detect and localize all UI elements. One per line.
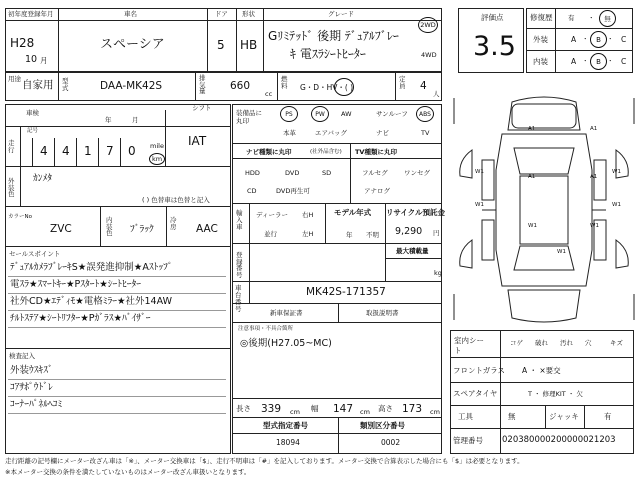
- fuel-selected-circle: [334, 78, 354, 96]
- diagram-mark: A1: [528, 174, 536, 180]
- kg-unit: kg: [434, 269, 442, 277]
- width-label: 幅: [311, 404, 319, 413]
- class-no-label: 類別区分番号: [360, 421, 405, 430]
- mileage-divider: [76, 138, 77, 166]
- mileage-digit: 4: [62, 144, 70, 158]
- mid-column: [232, 104, 442, 454]
- ext-label: 外装: [533, 35, 548, 44]
- spare-options: T ・ 修理KIT ・ 欠: [528, 390, 583, 398]
- height-label: 高さ: [378, 404, 393, 413]
- mileage-divider: [120, 138, 121, 166]
- length-label: 長さ: [236, 404, 251, 413]
- inspect-month-unit: 月: [132, 116, 139, 124]
- doors-value: 5: [217, 38, 225, 52]
- right-h-label: 右H: [302, 211, 314, 219]
- mileage-note: 記号: [27, 128, 39, 134]
- shape-label: 形状: [242, 10, 255, 18]
- footer-line-1: 走行距離の記号欄にメーター改ざん車は「※」、メーター交換車は「$」、走行不明車は「#」を記入しております。メーター交換で合算表示した場合にも「$」は必要となります。: [5, 457, 524, 465]
- mileage-divider: [98, 138, 99, 166]
- spare-label: スペアタイヤ: [453, 389, 498, 398]
- mileage-digit: 4: [40, 144, 48, 158]
- inspect-rule: [8, 379, 226, 380]
- height-value: 173: [402, 403, 423, 415]
- equip-item: TV: [421, 129, 430, 137]
- manual-label: 取扱説明書: [366, 309, 399, 317]
- interior-seat-label: 室内シート: [454, 336, 484, 355]
- mgmt-label: 管理番号: [453, 436, 483, 445]
- grade-sep: ・: [607, 57, 614, 65]
- class-no-value: 0002: [381, 438, 401, 447]
- equip-item: AW: [341, 110, 352, 118]
- footer-line-2: ※本メーター交換の条件を満たしていないものはメーター改ざん車扱いとなります。: [5, 468, 251, 476]
- nav-label: ナビ種類に丸印: [246, 148, 292, 156]
- sales-label: セールスポイント: [9, 250, 61, 258]
- model-value: DAA-MK42S: [100, 80, 163, 92]
- cc-unit: cc: [265, 90, 273, 98]
- mileage-digit: 1: [84, 144, 92, 158]
- fuel-label: 燃料: [281, 75, 288, 90]
- reg-month: 10: [25, 54, 38, 65]
- disp-label: 排気量: [199, 74, 206, 95]
- sales-point: ﾃﾞｭｱﾙｶﾒﾗﾌﾞﾚｰｷS★誤発進抑制★Aｽﾄｯﾌﾟ: [10, 262, 173, 273]
- notes-value: ◎後期(H27.05~MC): [240, 338, 332, 349]
- recycle-value: 9,290: [395, 226, 423, 237]
- cap-unit: 人: [433, 90, 440, 98]
- equip-item-circled: PS: [280, 106, 298, 122]
- mileage-divider: [54, 138, 55, 166]
- inspect-note: ｺｰﾅｰﾊﾟﾈﾙﾍｺﾐ: [10, 399, 63, 410]
- tv-item: フルセグ: [362, 169, 388, 177]
- color-label: 外装色: [8, 177, 15, 198]
- model-year-unit: 年: [346, 231, 353, 239]
- grade-option: C: [621, 57, 627, 66]
- grade-line-1: Gﾘﾐﾃｯﾄﾞ 後期 ﾃﾞｭｱﾙﾌﾞﾚｰ: [268, 29, 399, 43]
- equip-item-circled: PW: [311, 106, 329, 122]
- import-label: 輸入車: [236, 209, 243, 232]
- grade-label: グレード: [328, 10, 354, 18]
- color-no-label: カラーNo: [8, 214, 32, 220]
- tools-label: 工具: [458, 412, 473, 421]
- sales-point: 電ｽﾗ★ｽﾏｰﾄｷｰ★Pｽﾀｰﾄ★ｼｰﾄﾋｰﾀｰ: [10, 279, 142, 290]
- tv-item: ワンセグ: [404, 169, 430, 177]
- warranty-label: 新車保証書: [270, 309, 303, 317]
- glass-label: フロントガラス: [453, 366, 506, 375]
- diagram-mark: W1: [475, 169, 484, 175]
- jack-value: 有: [604, 412, 612, 421]
- chassis-value: MK42S-171357: [306, 286, 386, 298]
- diagram-mark: W1: [590, 223, 599, 229]
- shift-label: シフト: [192, 104, 212, 112]
- equip-item: 本革: [283, 129, 296, 137]
- spec-row: [5, 72, 442, 101]
- inspect-note: ｺｱｻﾎﾟｳﾄﾞﾚ: [10, 382, 53, 393]
- reg-year-label: 初年度登録年月: [8, 10, 54, 18]
- diagram-mark: W1: [612, 169, 621, 175]
- recycle-label: リサイクル預託金: [386, 208, 445, 217]
- ac-label: 冷房: [170, 216, 177, 231]
- sales-rule: [8, 276, 226, 277]
- sales-rule: [8, 327, 226, 328]
- capacity: 4: [420, 80, 427, 92]
- inspection-label: 車検: [26, 109, 39, 117]
- type-no-value: 18094: [276, 438, 300, 447]
- height-unit: cm: [430, 408, 440, 416]
- seat-item: 穴: [585, 339, 592, 347]
- use-label: 用途: [8, 75, 21, 83]
- length-unit: cm: [290, 408, 300, 416]
- grade-sep: ・: [582, 57, 589, 65]
- mileage-unit-km: km: [149, 153, 165, 165]
- car-diagram: [452, 90, 636, 328]
- diagram-mark: A1: [590, 126, 598, 132]
- car-outline-svg: [452, 90, 636, 328]
- grade-option: A: [571, 35, 577, 44]
- diagram-mark: W1: [475, 202, 484, 208]
- sales-point: ﾁﾙﾄｽﾃｱ★ｼｰﾄﾘﾌﾀｰ★Pｶﾞﾗｽ★ﾊﾞｲｻﾞｰ: [10, 313, 151, 324]
- ac-value: AAC: [196, 223, 218, 235]
- nav-note: (社外品含む): [310, 149, 342, 155]
- repair-no-circled: 無: [599, 10, 616, 27]
- color-note: ( ) 色替車は色替と記入: [142, 196, 210, 204]
- fuel-options: G・D・HV・( ): [300, 83, 354, 92]
- diagram-mark: W1: [557, 249, 566, 255]
- sales-rule: [8, 293, 226, 294]
- nav-item: CD: [247, 187, 257, 195]
- repair-label: 修復歴: [530, 13, 553, 22]
- model-year-label: モデル年式: [334, 208, 372, 217]
- interior-value: ﾌﾞﾗｯｸ: [130, 224, 154, 235]
- equip-item: サンルーフ: [376, 110, 408, 118]
- jack-label: ジャッキ: [549, 412, 579, 421]
- inspect-note: 外装ｳｽｷｽﾞ: [10, 365, 53, 376]
- inspect-label: 検査記入: [9, 352, 35, 360]
- inspect-rule: [8, 413, 226, 414]
- sales-rule: [8, 310, 226, 311]
- width-unit: cm: [360, 408, 370, 416]
- width-value: 147: [333, 403, 354, 415]
- use-value: 自家用: [22, 79, 54, 91]
- grade-line-2: ｷ 電ｽﾗｼｰﾄﾋｰﾀｰ: [290, 47, 366, 61]
- seat-item: キズ: [610, 339, 623, 347]
- max-load-label: 最大積載量: [396, 247, 429, 255]
- equip-item: ナビ: [376, 129, 389, 137]
- grade-circled: B: [590, 31, 607, 48]
- mileage-divider: [32, 138, 33, 166]
- seat-item: 破れ: [535, 339, 548, 347]
- int-label: 内装: [533, 57, 548, 66]
- drive-alt: 4WD: [421, 51, 437, 59]
- diagram-mark: A1: [528, 126, 536, 132]
- seat-item: 汚れ: [560, 339, 573, 347]
- mileage-label: 走行: [8, 139, 15, 154]
- model-label: 型式: [62, 77, 69, 92]
- displacement: 660: [230, 80, 251, 92]
- shift-value: IAT: [188, 134, 207, 148]
- mgmt-number: 020380000200000021203: [502, 435, 616, 445]
- color-no: ZVC: [50, 223, 72, 235]
- equip-label: 装備品に丸印: [236, 109, 262, 125]
- nav-item: HDD: [245, 169, 260, 177]
- shape-value: HB: [240, 38, 258, 52]
- nav-item: DVD再生可: [276, 187, 310, 195]
- recycle-unit: 円: [433, 229, 440, 237]
- dealer-label: ディーラー: [256, 211, 288, 219]
- diagram-mark: A1: [590, 174, 598, 180]
- inspect-year-unit: 年: [105, 116, 112, 124]
- doors-label: ドア: [215, 10, 228, 18]
- grade-sep: ・: [582, 35, 589, 43]
- nav-item: SD: [322, 169, 332, 177]
- grade-option: A: [571, 57, 577, 66]
- nav-item: DVD: [285, 169, 300, 177]
- type-no-label: 型式指定番号: [263, 421, 308, 430]
- mileage-digit: 0: [128, 144, 136, 158]
- inspect-rule: [8, 396, 226, 397]
- chassis-label: 車台 号: [235, 284, 242, 314]
- grade-circled: B: [590, 53, 607, 70]
- score-value: 3.5: [473, 31, 516, 62]
- reg-no-label: 登録番号: [236, 251, 243, 279]
- grade-option: C: [621, 35, 627, 44]
- sales-point: 社外CD★ｴﾃﾞｨﾓ★電格ﾐﾗｰ★社外14AW: [10, 296, 172, 307]
- equip-item-circled: ABS: [416, 106, 434, 122]
- mileage-unit-mile: mile: [150, 142, 164, 150]
- model-year-unknown: 不明: [366, 231, 379, 239]
- car-name-label: 車名: [124, 10, 137, 18]
- parallel-label: 並行: [264, 230, 277, 238]
- diagram-mark: W1: [612, 202, 621, 208]
- cap-label: 定員: [399, 75, 406, 90]
- grade-sep: ・: [607, 35, 614, 43]
- color-value: ｶﾝﾒﾀ: [33, 173, 53, 184]
- month-suffix: 月: [40, 56, 48, 65]
- left-h-label: 左H: [302, 230, 314, 238]
- car-name: スペーシア: [100, 37, 165, 52]
- notes-label: 注意事項・不具合箇所: [238, 326, 294, 332]
- drive-circled: 2WD: [418, 17, 438, 33]
- equip-item: エアバッグ: [315, 129, 347, 137]
- tv-label: TV種類に丸印: [355, 148, 397, 156]
- seat-item: コゲ: [510, 339, 523, 347]
- score-label: 評価点: [481, 13, 504, 22]
- glass-options: A ・ ×要交: [522, 366, 561, 375]
- mileage-digit: 7: [106, 144, 114, 158]
- tv-item: アナログ: [364, 187, 390, 195]
- tools-value: 無: [508, 412, 516, 421]
- reg-year: H28: [10, 36, 35, 50]
- interior-label: 内装色: [106, 216, 113, 237]
- diagram-mark: W1: [528, 223, 537, 229]
- length-value: 339: [261, 403, 282, 415]
- repair-yes: 有: [568, 14, 575, 22]
